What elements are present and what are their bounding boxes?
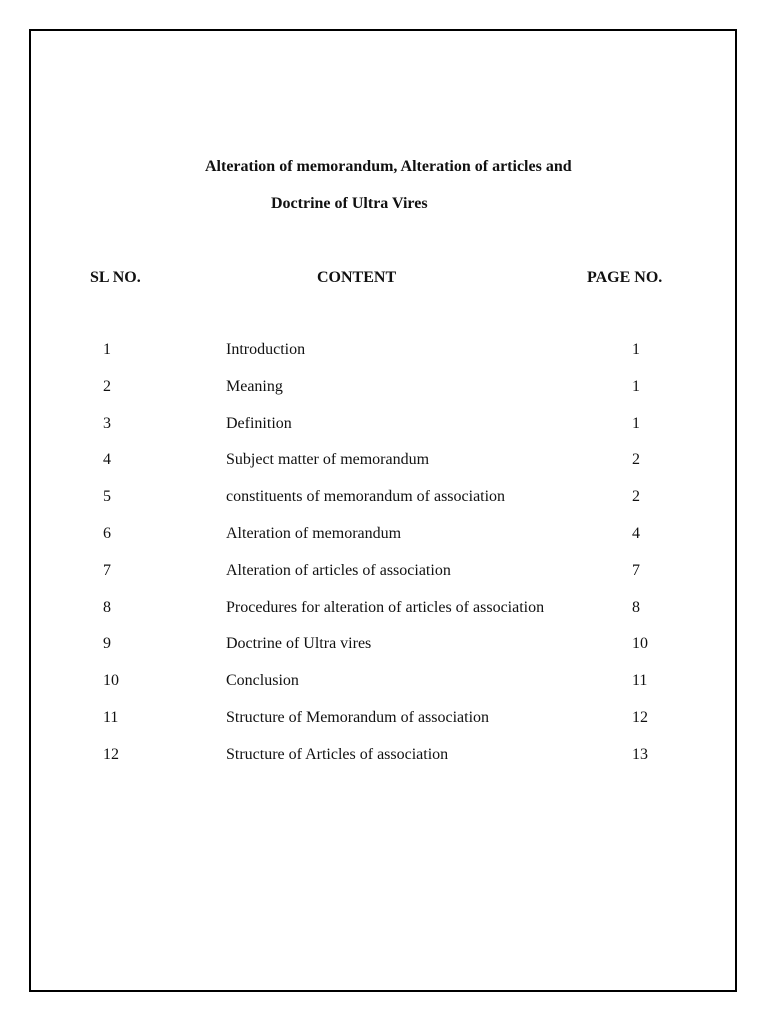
header-sl-no: SL NO.	[90, 269, 141, 286]
row-page-no: 13	[632, 745, 648, 763]
row-page-no: 1	[632, 377, 640, 395]
document-title-line-2: Doctrine of Ultra Vires	[271, 195, 428, 212]
row-page-no: 12	[632, 708, 648, 726]
row-page-no: 7	[632, 561, 640, 579]
row-page-no: 4	[632, 524, 640, 542]
row-content: Alteration of memorandum	[226, 524, 402, 542]
row-sl-no: 1	[103, 341, 111, 358]
row-page-no: 2	[632, 451, 640, 469]
row-sl-no: 6	[103, 524, 111, 542]
row-content: Alteration of articles of association	[226, 561, 451, 579]
row-sl-no: 7	[103, 561, 111, 579]
row-page-no: 1	[632, 341, 640, 358]
contents-row	[0, 746, 768, 783]
row-content: Procedures for alteration of articles of association	[226, 598, 545, 616]
row-sl-no: 8	[103, 598, 111, 616]
contents-row	[0, 341, 768, 378]
contents-row	[0, 415, 768, 452]
row-content: Structure of Articles of association	[226, 745, 449, 763]
row-content: Definition	[226, 414, 292, 432]
row-content: Structure of Memorandum of association	[226, 708, 490, 726]
contents-list	[0, 341, 768, 783]
contents-row	[0, 672, 768, 709]
row-sl-no: 2	[103, 377, 111, 395]
contents-row	[0, 525, 768, 562]
row-page-no: 8	[632, 598, 640, 616]
header-content: CONTENT	[317, 269, 397, 286]
row-page-no: 2	[632, 488, 640, 506]
row-sl-no: 10	[103, 672, 119, 690]
row-content: constituents of memorandum of association	[226, 488, 506, 506]
row-sl-no: 11	[103, 708, 119, 726]
contents-row	[0, 488, 768, 525]
row-sl-no: 4	[103, 451, 111, 469]
row-content: Conclusion	[226, 672, 299, 690]
contents-row	[0, 635, 768, 672]
row-sl-no: 9	[103, 635, 111, 653]
contents-row	[0, 562, 768, 599]
header-page-no: PAGE NO.	[587, 269, 663, 286]
row-page-no: 11	[632, 672, 648, 690]
row-page-no: 1	[632, 414, 640, 432]
row-content: Introduction	[226, 341, 306, 358]
contents-row	[0, 599, 768, 636]
row-sl-no: 3	[103, 414, 111, 432]
document-title-line-1: Alteration of memorandum, Alteration of articles and	[205, 158, 572, 175]
row-content: Doctrine of Ultra vires	[226, 635, 372, 653]
row-content: Meaning	[226, 377, 283, 395]
row-page-no: 10	[632, 635, 648, 653]
row-content: Subject matter of memorandum	[226, 451, 430, 469]
row-sl-no: 5	[103, 488, 111, 506]
contents-row	[0, 378, 768, 415]
contents-row	[0, 709, 768, 746]
contents-row	[0, 451, 768, 488]
row-sl-no: 12	[103, 745, 119, 763]
